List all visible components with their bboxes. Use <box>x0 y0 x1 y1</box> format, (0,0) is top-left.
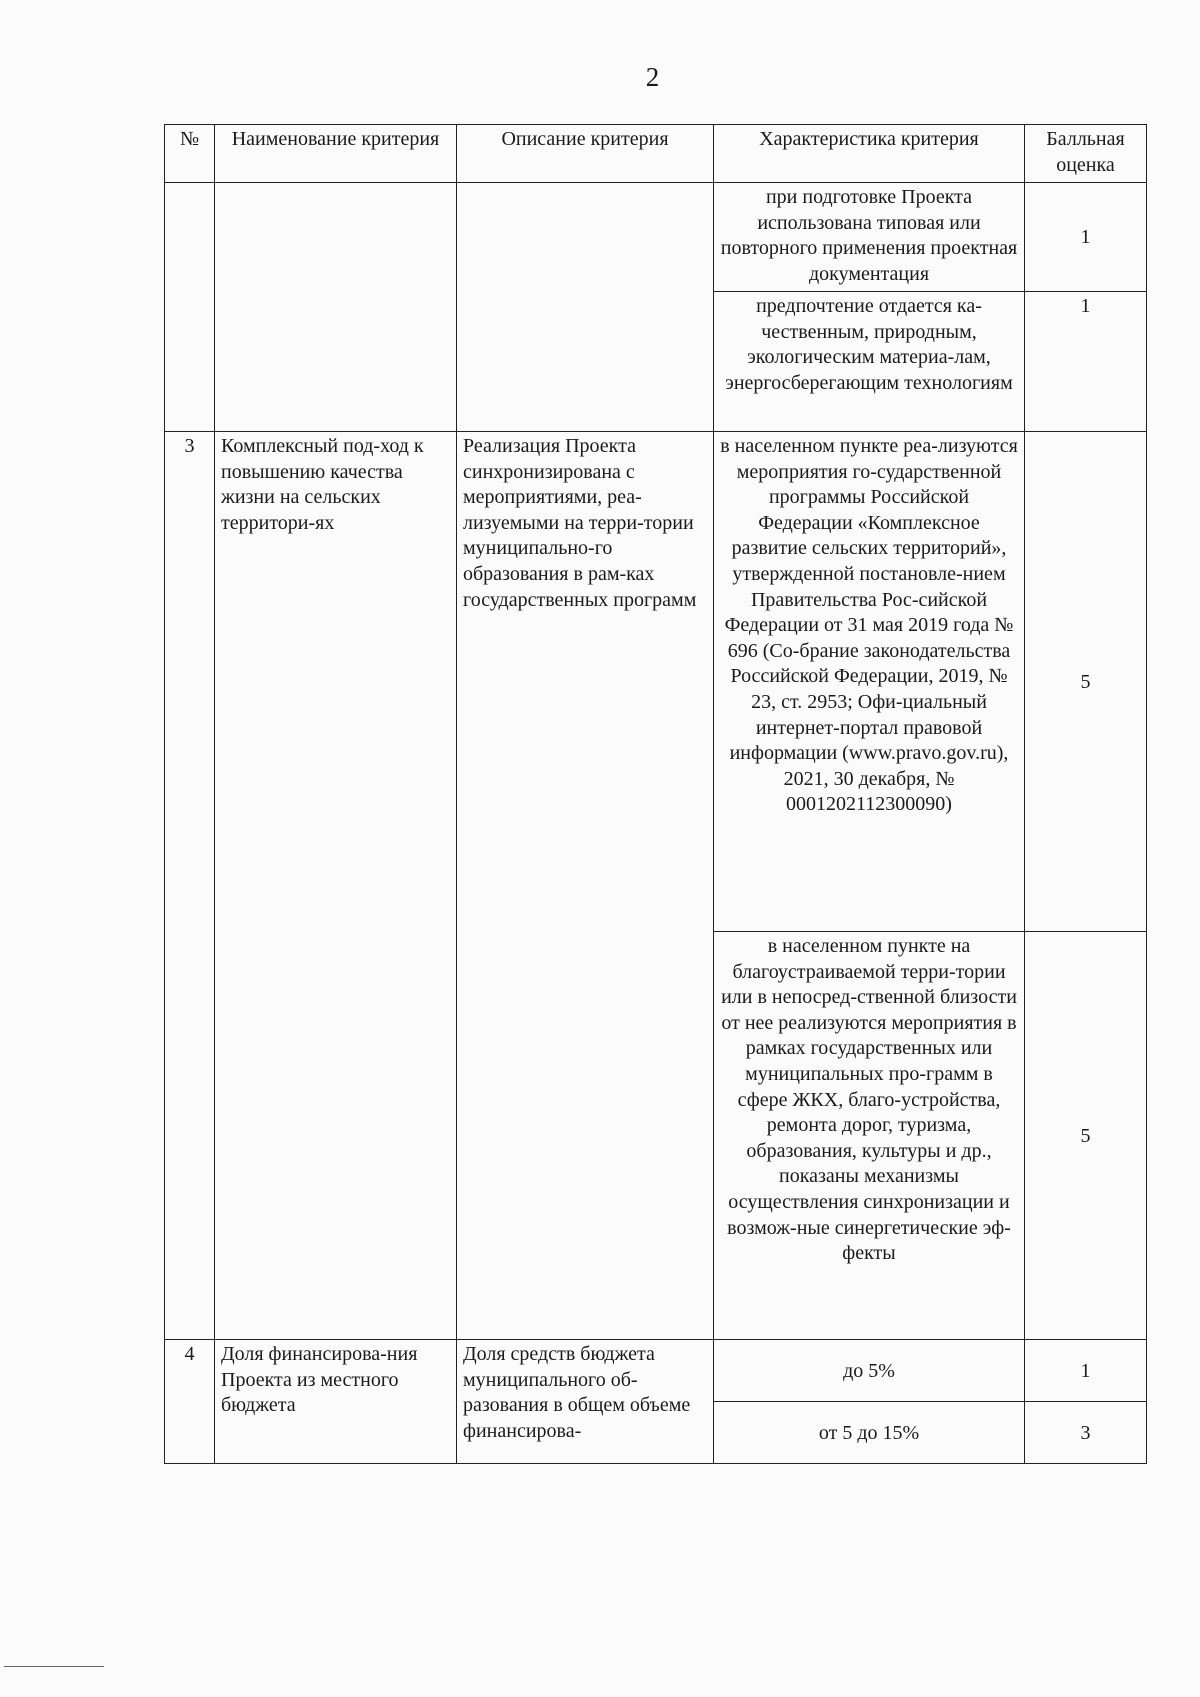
row-score: 1 <box>1025 183 1147 292</box>
row-description <box>457 183 714 432</box>
row-characteristic: до 5% <box>714 1340 1025 1402</box>
row-description: Доля средств бюджета муниципального об-разования в общем объеме финансирова- <box>457 1340 714 1464</box>
scan-artifact-line <box>4 1666 104 1667</box>
row-characteristic: при подготовке Проекта использована типовая или повторного применения проектная документация <box>714 183 1025 292</box>
row-characteristic: в населенном пункте на благоустраиваемой терри-тории или в непосред-ственной близости от нее реализуются мероприятия в рамках государственных или муниципальных про-грамм в сфере ЖКХ, благо-устройства, ремонта дорог, туризма, образования, культуры и др., показаны механизмы осуществления синхронизации и возмож-ные синергетические эф-фекты <box>714 932 1025 1340</box>
table-header-row <box>165 125 1147 183</box>
row-num <box>165 183 215 432</box>
header-num: № <box>165 125 215 183</box>
page-number: 2 <box>645 62 660 92</box>
row-name <box>215 183 457 432</box>
row-characteristic: предпочтение отдается ка-чественным, природным, экологическим материа-лам, энергосберегающим технологиям <box>714 292 1025 432</box>
table-row <box>165 1340 1147 1402</box>
row-name: Доля финансирова-ния Проекта из местного бюджета <box>215 1340 457 1464</box>
header-characteristic: Характеристика критерия <box>714 125 1025 183</box>
table-row <box>165 432 1147 932</box>
row-score: 5 <box>1025 932 1147 1340</box>
criteria-table <box>164 124 1147 1464</box>
row-characteristic: в населенном пункте реа-лизуются мероприятия го-сударственной программы Российской Федерации «Комплексное развитие сельских территорий», утвержденной постановле-нием Правительства Рос-сийской Федерации от 31 мая 2019 года № 696 (Со-брание законодательства Российской Федерации, 2019, № 23, ст. 2953; Офи-циальный интернет-портал правовой информации (www.pravo.gov.ru), 2021, 30 декабря, № 0001202112300090) <box>714 432 1025 932</box>
table-row <box>165 183 1147 292</box>
header-score: Балльная оценка <box>1025 125 1147 183</box>
row-score: 1 <box>1025 1340 1147 1402</box>
header-description: Описание критерия <box>457 125 714 183</box>
row-num: 4 <box>165 1340 215 1464</box>
row-score: 5 <box>1025 432 1147 932</box>
row-characteristic: от 5 до 15% <box>714 1402 1025 1464</box>
row-score: 3 <box>1025 1402 1147 1464</box>
row-name: Комплексный под-ход к повышению качества жизни на сельских территори-ях <box>215 432 457 1340</box>
row-score: 1 <box>1025 292 1147 432</box>
header-name: Наименование критерия <box>215 125 457 183</box>
row-description: Реализация Проекта синхронизирована с мероприятиями, реа-лизуемыми на терри-тории муниципально-го образования в рам-ках государственных программ <box>457 432 714 1340</box>
row-num: 3 <box>165 432 215 1340</box>
